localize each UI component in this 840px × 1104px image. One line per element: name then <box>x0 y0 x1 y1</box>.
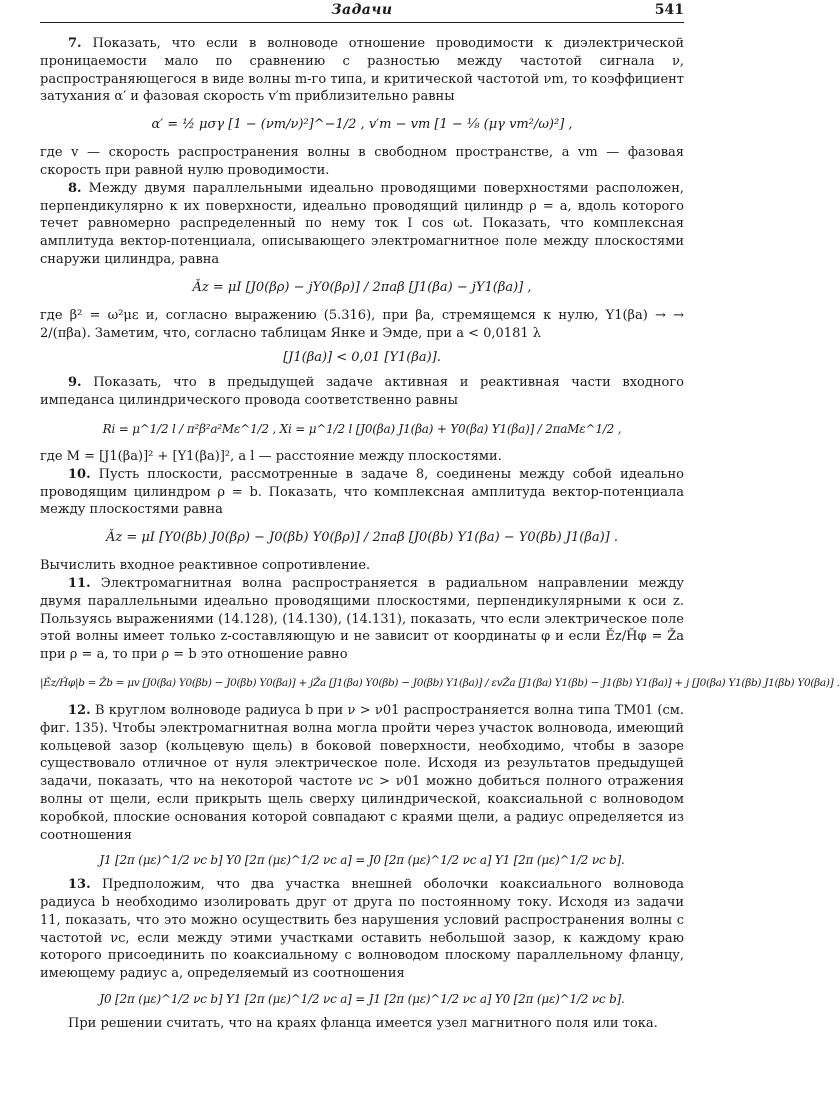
problem-text: Между двумя параллельными идеально проводящими поверхностями расположен, перпендикулярно к их поверхности, идеально проводящий цилиндр ρ = a, вдоль которого течет равномерно распределенный по нему ток I cos ωt. Показать, что комплексная амплитуда вектор-потенциала, описывающего электромагнитное поле между плоскостями снаружи цилиндра, равна <box>40 180 685 267</box>
problem-13-text <box>40 876 684 983</box>
running-title: Задачи <box>331 2 393 18</box>
problem-number: 8. <box>68 180 82 196</box>
problem-text: Предположим, что два участка внешней оболочки коаксиального волновода радиуса b необходимо изолировать друг от друга по постоянному току. Исходя из задачи 11, показать, что это можно осуществить без нарушения условий распространения волны с частотой νc, если между этими участками оставить небольшой зазор, к каждому краю которого присоединить по коаксиальному с волноводом плоскому параллельному фланцу, имеющему радиус a, определяемый из соотношения <box>40 877 684 982</box>
formula-flange-radius: J0 [2π (με)^1/2 νc b] Y1 [2π (με)^1/2 νc a] = J1 [2π (με)^1/2 νc a] Y0 [2π (με)^1/2 νc b]. <box>99 992 625 1007</box>
formula-vector-potential-shorted: Ǎz = μI [Y0(βb) J0(βρ) − J0(βb) Y0(βρ)] / 2πaβ [J0(βb) Y1(βa) − Y0(βb) J1(βa)] . <box>105 530 619 546</box>
formula-gap-radius: J1 [2π (με)^1/2 νc b] Y0 [2π (με)^1/2 νc a] = J0 [2π (με)^1/2 νc a] Y1 [2π (με)^1/2 νc b]. <box>99 853 625 868</box>
problem-7-continuation: где v — скорость распространения волны в свободном пространстве, а vm — фазовая скорость при равной нулю проводимости. <box>40 145 684 178</box>
problem-text: Показать, что если в волноводе отношение проводимости к диэлектрической проницаемости мало по сравнению с разностью между частотой сигнала ν, распространяющегося в виде волны m-го типа, и критической частотой νm, то коэффициент затухания α′ и фазовая скорость v′m приблизительно равны <box>40 36 685 105</box>
formula-attenuation-phase-velocity: α′ = ½ μσγ [1 − (νm/ν)²]^−1/2 , v′m − vm [1 − ⅛ (μγ vm²/ω)²] , <box>151 117 573 133</box>
problem-8-text <box>40 180 684 269</box>
problem-9-text <box>40 374 684 410</box>
problem-number: 10. <box>68 466 91 482</box>
running-header <box>40 0 684 23</box>
formula-vector-potential: Ǎz = μI [J0(βρ) − jY0(βρ)] / 2πaβ [J1(βa) − jY1(βa)] , <box>192 279 532 295</box>
problem-12-text <box>40 702 684 844</box>
page-number: 541 <box>654 2 684 18</box>
formula-bessel-inequality: [J1(βa)] < 0,01 [Y1(βa)]. <box>283 350 441 366</box>
problem-10-continuation: Вычислить входное реактивное сопротивление. <box>40 558 371 574</box>
formula-impedance-ratio: |Ěz/Ȟφ|b = Žb = μv [J0(βa) Y0(βb) − J0(βb) Y0(βa)] + jŽa [J1(βa) Y0(βb) − J0(βb) Y1(βa)] / εvŽa [J1(βa) Y1(βb) − J1(βb) Y1(βa)] + j [J0(βa) Y1(βb) J1(βb) Y0(βa)] . <box>40 676 840 689</box>
problem-number: 11. <box>68 575 91 591</box>
problem-10-text <box>40 466 684 519</box>
problem-text: В круглом волноводе радиуса b при ν > ν01 распространяется волна типа TM01 (см. фиг. 135). Чтобы электромагнитная волна могла пройти через участок волновода, имеющий кольцевой зазор (кольцевую щель) в боковой поверхности, необходимо, чтобы в зазоре существовало отличное от нуля электрическое поле. Исходя из результатов предыдущей задачи, показать, что на некоторой частоте νc > ν01 можно добиться полного отражения волны от щели, если прикрыть щель сверху цилиндрической, коаксиальной с волноводом коробкой, плоские основания которой совпадают с краями щели, а радиус определяется из соотношения <box>40 702 685 843</box>
problem-11-text <box>40 575 684 664</box>
problem-text: Показать, что в предыдущей задаче активная и реактивная части входного импеданса цилиндрического провода соответственно равны <box>40 375 684 409</box>
formula-input-impedance: Ri = μ^1/2 l / π²β²a²Mε^1/2 , Xi = μ^1/2 l [J0(βa) J1(βa) + Y0(βa) Y1(βa)] / 2πaMε^1/2 , <box>102 421 622 436</box>
problem-text: Электромагнитная волна распространяется в радиальном направлении между двумя параллельными идеально проводящими плоскостями, перпендикулярными к оси z. Пользуясь выражениями (14.128), (14.130), (14.131), показать, что если электрическое поле этой волны имеет только z-составляющую и не зависит от координаты φ и если Ěz/Ȟφ = Ža при ρ = a, то при ρ = b это отношение равно <box>40 575 684 663</box>
problem-8-continuation: где β² = ω²με и, согласно выражению (5.316), при βa, стремящемся к нулю, Y1(βa) → → 2/(πβa). Заметим, что, согласно таблицам Янке и Эмде, при a < 0,0181 λ <box>40 307 684 341</box>
problem-text: Пусть плоскости, рассмотренные в задаче 8, соединены между собой идеально проводящим цилиндром ρ = b. Показать, что комплексная амплитуда вектор-потенциала между плоскостями равна <box>40 466 684 518</box>
problem-number: 13. <box>68 877 91 893</box>
problem-number: 9. <box>68 375 82 391</box>
problem-13-continuation: При решении считать, что на краях фланца имеется узел магнитного поля или тока. <box>68 1016 658 1032</box>
problem-9-continuation: где M = [J1(βa)]² + [Y1(βa)]², а l — расстояние между плоскостями. <box>40 448 502 464</box>
problem-number: 12. <box>68 702 91 718</box>
problem-7-text <box>40 35 684 106</box>
problem-number: 7. <box>68 36 82 51</box>
